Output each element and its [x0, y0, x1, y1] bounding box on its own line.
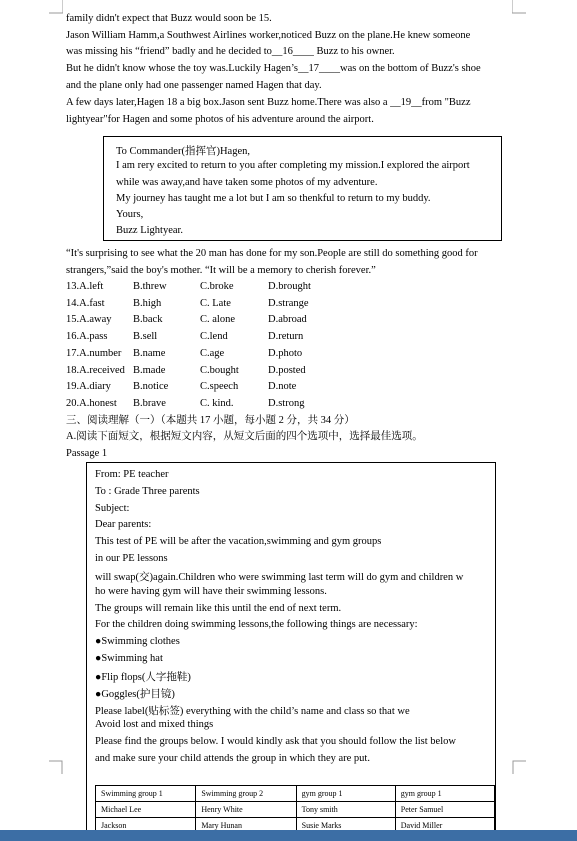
notice-line: Subject: [95, 503, 130, 514]
text-line: A few days later,Hagen 18 a big box.Jason sent Buzz home.There was also a __19__from "Buzz [66, 97, 471, 108]
option-d: D.note [268, 381, 297, 393]
option-d: D.photo [268, 347, 303, 359]
option-d: D.abroad [268, 314, 307, 326]
notice-line: From: PE teacher [95, 469, 169, 480]
crop-mark-top-right [512, 0, 526, 14]
option-c: C. alone [200, 314, 235, 326]
letter-line: I am rery excited to return to you after completing my mission.I explored the airport [116, 160, 470, 171]
option-d: D.strong [268, 397, 305, 409]
letter-box [103, 136, 502, 241]
table-cell: David Miller [395, 818, 494, 834]
notice-line: ●Goggles(护目镜) [95, 689, 175, 700]
section-instruction: A.阅读下面短文，根据短文内容，从短文后面的四个选项中，选择最佳选项。 [66, 431, 423, 442]
crop-mark-bottom-left [49, 760, 63, 774]
notice-line: This test of PE will be after the vacation,swimming and gym groups [95, 536, 382, 547]
letter-line: Buzz Lightyear. [116, 225, 184, 236]
table-row [96, 802, 495, 818]
notice-line: Please find the groups below. I would kindly ask that you should follow the list below [95, 736, 456, 747]
text-line: family didn't expect that Buzz would soon be 15. [66, 13, 272, 24]
table-cell: gym group 1 [296, 786, 395, 802]
option-d: D.brought [268, 281, 311, 292]
option-q: 18.A.received [66, 364, 125, 376]
table-cell: gym group 1 [395, 786, 494, 802]
option-c: C.speech [200, 381, 239, 393]
option-c: C. Late [200, 297, 231, 309]
passage-label: Passage 1 [66, 448, 108, 459]
table-cell: Mary Hunan [196, 818, 296, 834]
option-c: C.bought [200, 364, 239, 376]
text-line: and the plane only had one passenger named Hagen that day. [66, 80, 322, 91]
table-cell: Tony smith [296, 802, 395, 818]
table-cell: Peter Samuel [395, 802, 494, 818]
option-q: 20.A.honest [66, 397, 117, 409]
notice-line: The groups will remain like this until the end of next term. [95, 603, 342, 614]
table-cell: Henry White [196, 802, 296, 818]
option-b: B.name [133, 347, 166, 359]
notice-line: Please label(贴标签) everything with the child’s name and class so that we [95, 706, 410, 717]
letter-line: while was away,and have taken some photos of my adventure. [116, 177, 378, 188]
text-line: strangers,”said the boy's mother. “It will be a memory to cherish forever.” [66, 265, 376, 276]
table-cell: Swimming group 1 [96, 786, 196, 802]
notice-line: Dear parents: [95, 519, 152, 530]
notice-line: in our PE lessons [95, 553, 168, 564]
option-b: B.high [133, 297, 162, 309]
notice-line: and make sure your child attends the group in which they are put. [95, 753, 370, 764]
crop-mark-bottom-right [512, 760, 526, 774]
text-line: was missing his “friend” badly and he decided to__16____ Buzz to his owner. [66, 46, 395, 57]
option-b: B.notice [133, 381, 169, 393]
table-cell: Susie Marks [296, 818, 395, 834]
option-d: D.return [268, 331, 304, 343]
table-row [96, 786, 495, 802]
crop-mark-top-left [49, 0, 63, 14]
option-c: C.age [200, 347, 225, 359]
notice-line: For the children doing swimming lessons,the following things are necessary: [95, 619, 418, 630]
option-b: B.brave [133, 397, 166, 409]
taskbar [0, 830, 577, 841]
notice-line: ●Swimming clothes [95, 636, 180, 647]
text-line: lightyear"for Hagen and some photos of his adventure around the airport. [66, 114, 374, 125]
option-q: 19.A.diary [66, 381, 111, 393]
letter-line: My journey has taught me a lot but I am so thenkful to return to my buddy. [116, 193, 431, 204]
option-d: D.posted [268, 364, 306, 376]
option-b: B.made [133, 364, 166, 376]
option-b: B.sell [133, 331, 158, 343]
table-cell: Michael Lee [96, 802, 196, 818]
table-cell: Jackson [96, 818, 196, 834]
option-q: 16.A.pass [66, 331, 108, 343]
section-heading: 三、阅读理解（一）（本题共 17 小题，每小题 2 分，共 34 分） [66, 415, 355, 426]
notice-box [86, 462, 496, 841]
option-c: C.lend [200, 331, 228, 343]
option-b: B.back [133, 314, 163, 326]
option-c: C.broke [200, 281, 234, 292]
option-q: 14.A.fast [66, 297, 105, 309]
option-c: C. kind. [200, 397, 234, 409]
option-d: D.strange [268, 297, 309, 309]
notice-line: ●Flip flops(人字拖鞋) [95, 672, 191, 683]
text-line: “It's surprising to see what the 20 man has done for my son.People are still do something good for [66, 248, 478, 259]
text-line: Jason William Hamm,a Southwest Airlines worker,noticed Buzz on the plane.He knew someone [66, 30, 471, 41]
notice-line: ●Swimming hat [95, 653, 163, 664]
notice-line: Avoid lost and mixed things [95, 719, 214, 730]
groups-table [95, 785, 495, 834]
option-b: B.threw [133, 281, 167, 292]
letter-line: To Commander(指挥官)Hagen, [116, 146, 250, 157]
notice-line: will swap(交)again.Children who were swimming last term will do gym and children w [95, 572, 464, 583]
option-q: 13.A.left [66, 281, 104, 292]
notice-line: ho were having gym will have their swimming lessons. [95, 586, 327, 597]
notice-line: To : Grade Three parents [95, 486, 200, 497]
option-q: 15.A.away [66, 314, 112, 326]
option-q: 17.A.number [66, 347, 122, 359]
letter-line: Yours, [116, 209, 144, 220]
table-cell: Swimming group 2 [196, 786, 296, 802]
text-line: But he didn't know whose the toy was.Luckily Hagen’s__17____was on the bottom of Buzz's shoe [66, 63, 481, 74]
